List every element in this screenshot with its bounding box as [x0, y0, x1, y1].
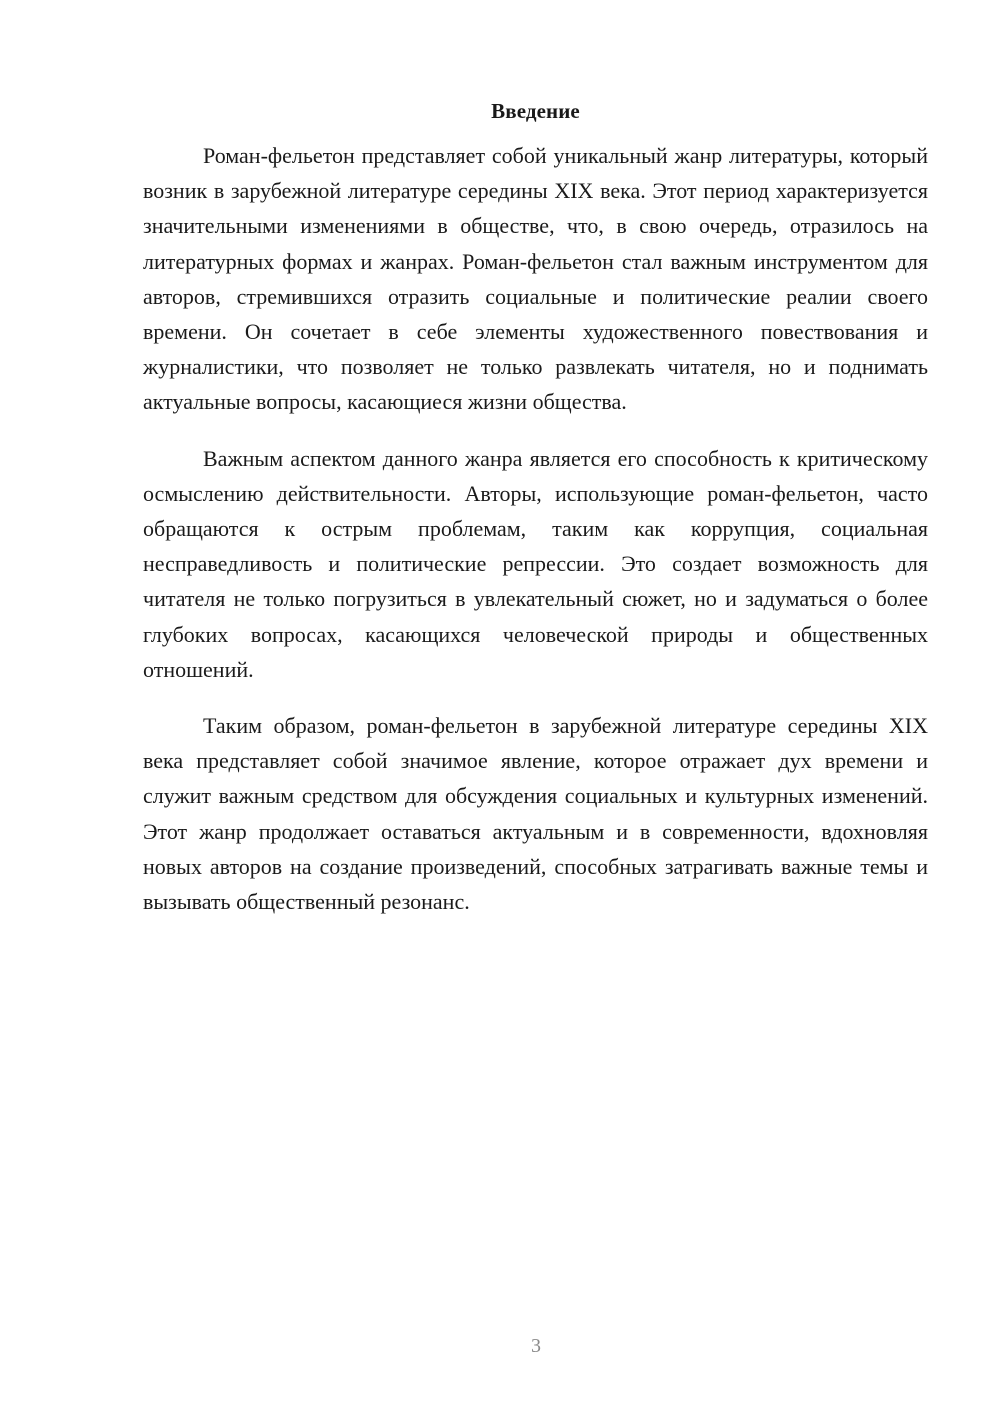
page-number: 3	[531, 1335, 541, 1357]
page-content	[143, 96, 928, 940]
paragraph-critical-aspect: Важным аспектом данного жанра является его способность к критическому осмыслению действительности. Авторы, использующие роман-фельетон, часто обращаются к острым проблемам, таким как коррупция, социальная несправедливость и политические репрессии. Это создает возможность для читателя не только погрузиться в увлекательный сюжет, но и задуматься о более глубоких вопросах, касающихся человеческой природы и общественных отношений.	[143, 445, 928, 682]
section-heading: Введение	[491, 99, 580, 123]
paragraph-conclusion: Таким образом, роман-фельетон в зарубежной литературе середины XIX века представляет собой значимое явление, которое отражает дух времени и служит важным средством для обсуждения социальных и культурных изменений. Этот жанр продолжает оставаться актуальным и в современности, вдохновляя новых авторов на создание произведений, способных затрагивать важные темы и вызывать общественный резонанс.	[143, 713, 928, 915]
paragraph-intro: Роман-фельетон представляет собой уникальный жанр литературы, который возник в зарубежной литературе середины XIX века. Этот период характеризуется значительными изменениями в обществе, что, в свою очередь, отразилось на литературных формах и жанрах. Роман-фельетон стал важным инструментом для авторов, стремившихся отразить социальные и политические реалии своего времени. Он сочетает в себе элементы художественного повествования и журналистики, что позволяет не только развлекать читателя, но и поднимать актуальные вопросы, касающиеся жизни общества.	[143, 143, 928, 415]
